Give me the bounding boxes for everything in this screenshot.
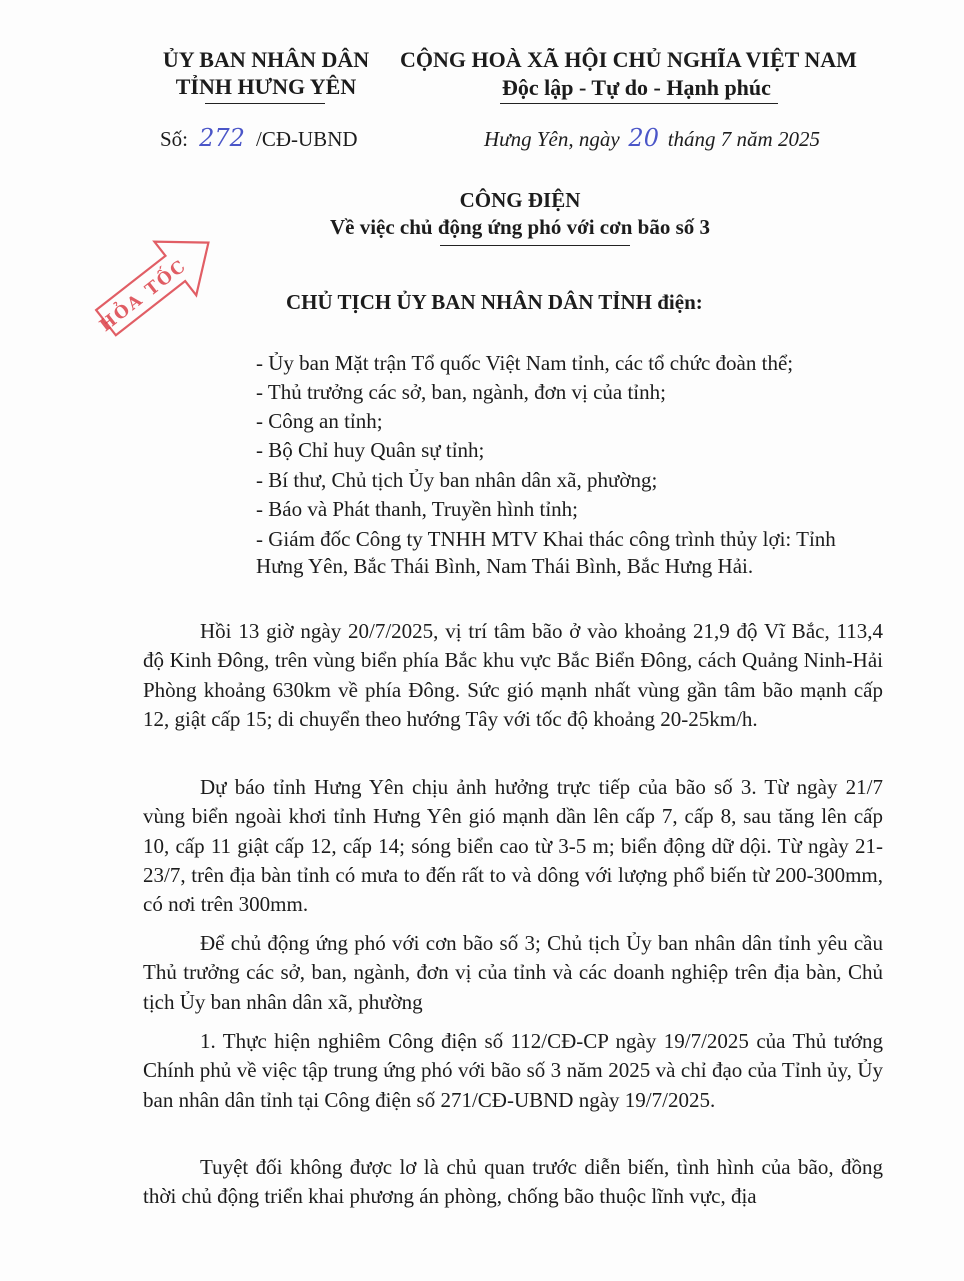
sender-line: CHỦ TỊCH ỦY BAN NHÂN DÂN TỈNH điện: — [286, 290, 703, 314]
recipient-item: - Ủy ban Mặt trận Tổ quốc Việt Nam tỉnh, các tổ chức đoàn thể; — [256, 351, 794, 375]
paragraph-text: Hồi 13 giờ ngày 20/7/2025, vị trí tâm bão ở vào khoảng 21,9 độ Vĩ Bắc, 113,4 độ Kinh Đông, trên vùng biển phía Bắc khu vực Bắc Biển Đông, cách Quảng Ninh-Hải Phòng khoảng 630km về phía Đông. Sức gió mạnh nhất vùng gần tâm bão mạnh cấp 12, giật cấp 15; di chuyển theo hướng Tây với tốc độ khoảng 20-25km/h. — [143, 619, 883, 731]
date-prefix: Hưng Yên, ngày — [484, 127, 620, 151]
recipient-item: - Báo và Phát thanh, Truyền hình tỉnh; — [256, 497, 578, 521]
number-suffix: /CĐ-UBND — [256, 127, 358, 151]
number-prefix: Số: — [160, 127, 189, 151]
urgent-stamp — [88, 222, 228, 342]
national-motto: Độc lập - Tự do - Hạnh phúc — [502, 75, 771, 100]
issuer-name: ỦY BAN NHÂN DÂN — [162, 47, 370, 72]
motto-underline — [500, 103, 778, 104]
recipient-item: - Giám đốc Công ty TNHH MTV Khai thác công trình thủy lợi: Tỉnh — [256, 527, 836, 551]
document-subject: Về việc chủ động ứng phó với cơn bão số 3 — [329, 215, 711, 239]
body-paragraph — [143, 617, 883, 734]
issuer-underline — [205, 103, 325, 104]
recipient-item: - Công an tỉnh; — [256, 409, 383, 433]
handwritten-number: 272 — [199, 124, 245, 152]
paragraph-text: 1. Thực hiện nghiêm Công điện số 112/CĐ-CP ngày 19/7/2025 của Thủ tướng Chính phủ về việc tập trung ứng phó với bão số 3 năm 2025 và chỉ đạo của Tỉnh ủy, Ủy ban nhân dân tỉnh tại Công điện số 271/CĐ-UBND ngày 19/7/2025. — [143, 1029, 883, 1112]
paragraph-text: Tuyệt đối không được lơ là chủ quan trước diễn biến, tình hình của bão, đồng thời chủ động triển khai phương án phòng, chống bão thuộc lĩnh vực, địa — [143, 1155, 883, 1209]
recipient-item: - Bộ Chỉ huy Quân sự tỉnh; — [256, 438, 485, 462]
document-title: CÔNG ĐIỆN — [459, 188, 581, 212]
recipient-item: - Bí thư, Chủ tịch Ủy ban nhân dân xã, phường; — [256, 468, 658, 492]
subject-underline — [440, 245, 630, 246]
handwritten-day: 20 — [628, 124, 659, 152]
document-number — [160, 124, 358, 152]
body-paragraph — [143, 1027, 883, 1115]
national-title: CỘNG HOÀ XÃ HỘI CHỦ NGHĨA VIỆT NAM — [400, 47, 857, 72]
document-date — [484, 124, 820, 152]
paragraph-text: Dự báo tỉnh Hưng Yên chịu ảnh hưởng trực tiếp của bão số 3. Từ ngày 21/7 vùng biển ngoài khơi tỉnh Hưng Yên gió mạnh dần lên cấp 7, cấp 8, sau tăng lên cấp 10, cấp 11 giật cấp 12, cấp 14; sóng biển cao từ 3-5 m; biển động dữ dội. Từ ngày 21-23/7, trên địa bàn tỉnh có mưa to đến rất to và dông với lượng phổ biến từ 200-300mm, có nơi trên 300mm. — [143, 775, 883, 917]
body-paragraph — [143, 773, 883, 919]
body-paragraph — [143, 1153, 883, 1212]
recipient-item: Hưng Yên, Bắc Thái Bình, Nam Thái Bình, Bắc Hưng Hải. — [256, 554, 754, 578]
date-suffix: tháng 7 năm 2025 — [667, 127, 820, 151]
body-paragraph — [143, 929, 883, 1017]
stamp-arrow-icon — [88, 222, 228, 342]
paragraph-text: Để chủ động ứng phó với cơn bão số 3; Chủ tịch Ủy ban nhân dân tỉnh yêu cầu Thủ trưởng các sở, ban, ngành, đơn vị của tỉnh và các doanh nghiệp trên địa bàn, Chủ tịch Ủy ban nhân dân xã, phường — [143, 931, 883, 1014]
issuer-province: TỈNH HƯNG YÊN — [175, 74, 357, 99]
stamp-text: HỎA TỐC — [95, 255, 191, 337]
recipient-item: - Thủ trưởng các sở, ban, ngành, đơn vị của tỉnh; — [256, 380, 666, 404]
